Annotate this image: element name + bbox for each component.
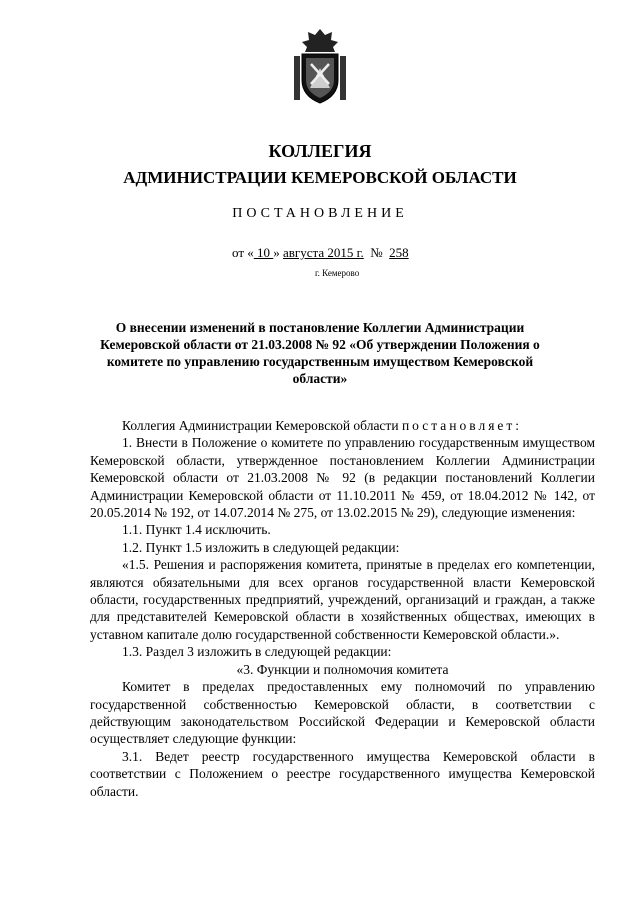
city: г. Кемерово: [315, 268, 360, 278]
document-title: О внесении изменений в постановление Коллегии Администрации Кемеровской области от 21.03.2008 № 92 «Об утверждении Положения о комитете по управлению государственным имуществом Кемеровской области»: [100, 320, 540, 386]
paragraph-1-3: 1.3. Раздел 3 изложить в следующей редакции:: [122, 644, 392, 660]
number-sign: №: [370, 245, 383, 260]
paragraph-1-2-text: «1.5. Решения и распоряжения комитета, принятые в пределах его компетенции, являются обязательными для всех органов государственной власти Кемеровской области, государственных предприятий, учреждений, организаций и граждан, а также для представителей Кемеровской области в хозяйственных обществах, имеющих в уставном капитале долю государственной собственности Кемеровской области.».: [90, 557, 595, 642]
coat-of-arms-icon: [292, 26, 348, 106]
organization-name-line2: АДМИНИСТРАЦИИ КЕМЕРОВСКОЙ ОБЛАСТИ: [123, 168, 517, 187]
section-3-title: «3. Функции и полномочия комитета: [236, 661, 449, 677]
paragraph-1: 1. Внести в Положение о комитете по управлению государственным имуществом Кемеровской области, утвержденное постановлением Коллегии Администрации Кемеровской области от 21.03.2008 № 92 (в редакции постановлений Коллегии Администрации Кемеровской области от 11.10.2011 № 459, от 18.04.2012 № 142, от 20.05.2014 № 192, от 14.07.2014 № 275, от 13.02.2015 № 29), следующие изменения:: [90, 435, 595, 521]
date-prefix: от «: [232, 245, 254, 260]
section-3-text: Комитет в пределах предоставленных ему полномочий по управлению государственной собственностью Кемеровской области, в соответствии с действующим законодательством Российской Федерации и Кемеровской области осуществляет следующие функции:: [90, 679, 595, 747]
paragraph-3-1: 3.1. Ведет реестр государственного имущества Кемеровской области в соответствии с Положением о реестре государственного имущества Кемеровской области.: [90, 748, 595, 799]
intro-decree-word: постановляет:: [401, 418, 523, 433]
date-day: 10: [253, 245, 274, 260]
paragraph-1-1: 1.1. Пункт 1.4 исключить.: [122, 522, 271, 538]
document-number: 258: [389, 245, 409, 260]
document-type: ПОСТАНОВЛЕНИЕ: [232, 206, 408, 221]
paragraph-1-2: 1.2. Пункт 1.5 изложить в следующей редакции:: [122, 539, 400, 555]
intro-paragraph: [90, 417, 595, 434]
date-and-number: [232, 245, 409, 261]
document-body: [90, 417, 595, 800]
date-mid: »: [273, 245, 284, 260]
date-month-year: августа 2015 г.: [283, 245, 364, 260]
intro-text: Коллегия Администрации Кемеровской области: [122, 418, 399, 433]
organization-name-line1: КОЛЛЕГИЯ: [268, 141, 372, 161]
